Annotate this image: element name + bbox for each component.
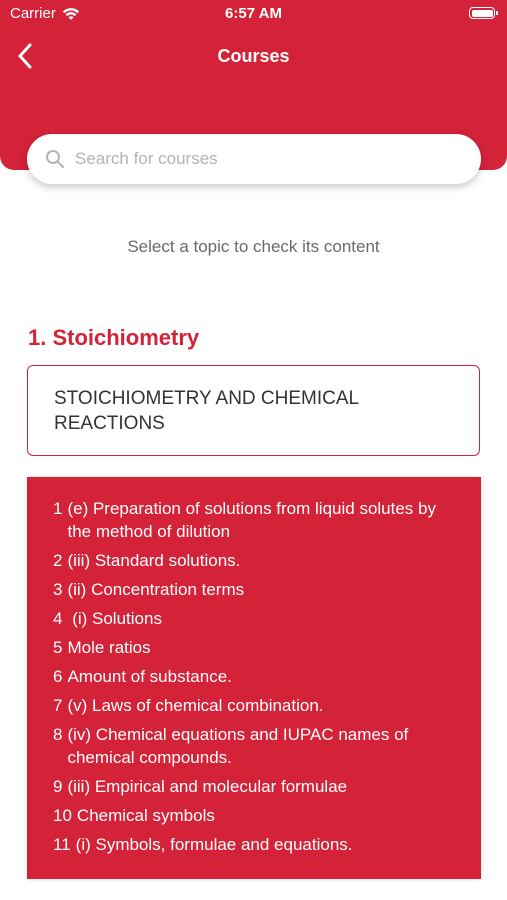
topic-number: 1 — [53, 499, 63, 518]
battery-icon — [469, 7, 495, 19]
section-title: 1. Stoichiometry — [28, 325, 200, 350]
status-time: 6:57 AM — [225, 5, 282, 22]
topic-item[interactable] — [53, 665, 455, 688]
topic-item[interactable] — [53, 723, 455, 769]
topic-item[interactable] — [53, 804, 455, 827]
topic-item[interactable] — [53, 775, 455, 798]
topic-label: (iii) Standard solutions. — [67, 551, 241, 570]
topic-number: 3 — [53, 580, 63, 599]
topic-label: (iv) Chemical equations and IUPAC names of chemical compounds. — [67, 725, 409, 767]
topic-item[interactable] — [53, 694, 455, 717]
topic-item[interactable] — [53, 578, 455, 601]
search-bar[interactable] — [27, 134, 481, 184]
topic-item[interactable] — [53, 497, 455, 543]
topic-label: (v) Laws of chemical combination. — [67, 696, 324, 715]
topic-number: 8 — [53, 725, 63, 744]
topic-number: 9 — [53, 777, 63, 796]
topic-label: Amount of substance. — [67, 667, 232, 686]
topic-label: (ii) Concentration terms — [67, 580, 245, 599]
topic-number: 10 — [53, 806, 72, 825]
carrier-label: Carrier — [10, 5, 56, 22]
topic-number: 2 — [53, 551, 63, 570]
topic-label: (i) Solutions — [67, 609, 162, 628]
topic-item[interactable] — [53, 549, 455, 572]
topic-item[interactable] — [53, 636, 455, 659]
course-card-title: STOICHIOMETRY AND CHEMICAL REACTIONS — [54, 388, 359, 434]
topics-list — [27, 477, 481, 879]
topic-label: (i) Symbols, formulae and equations. — [75, 835, 353, 854]
topic-number: 4 — [53, 609, 63, 628]
topic-number: 6 — [53, 667, 63, 686]
topic-number: 11 — [53, 835, 71, 854]
topic-number: 7 — [53, 696, 63, 715]
course-card[interactable] — [27, 365, 480, 456]
topic-label: Chemical symbols — [76, 806, 215, 825]
topic-label: Mole ratios — [67, 638, 151, 657]
topic-item[interactable] — [53, 833, 455, 856]
topic-label: (e) Preparation of solutions from liquid solutes by the method of dilution — [67, 499, 436, 541]
topic-number: 5 — [53, 638, 63, 657]
status-bar — [0, 0, 507, 28]
helper-text: Select a topic to check its content — [127, 237, 380, 256]
page-title: Courses — [217, 46, 290, 66]
topic-item[interactable] — [53, 607, 455, 630]
search-input[interactable] — [75, 149, 481, 169]
search-icon — [45, 149, 65, 169]
topic-label: (iii) Empirical and molecular formulae — [67, 777, 348, 796]
